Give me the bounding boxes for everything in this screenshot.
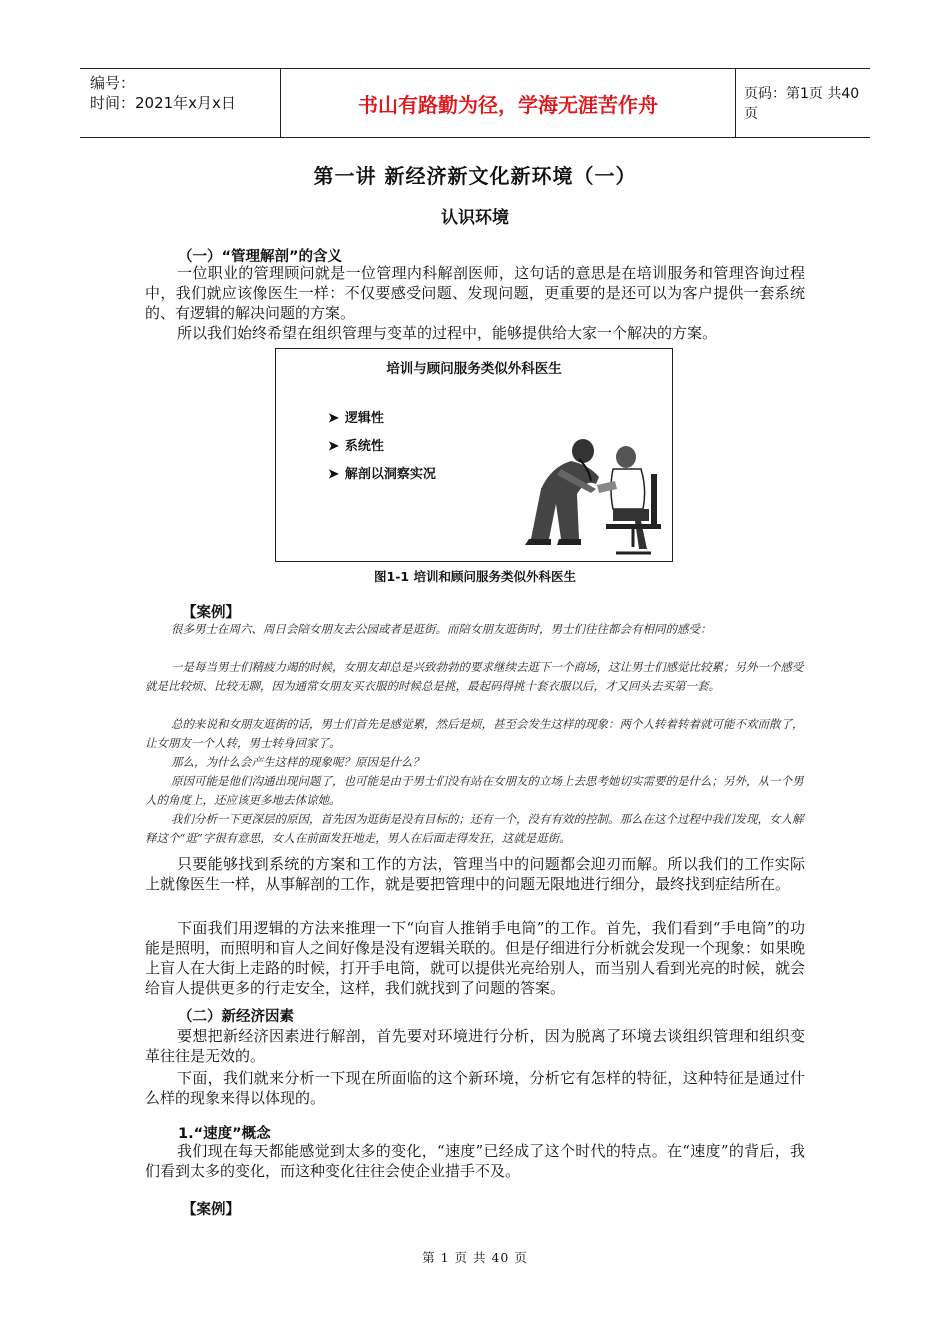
page-header <box>80 68 870 138</box>
paragraph: 我们现在每天都能感觉到太多的变化，“速度”已经成了这个时代的特点。在“速度”的背后，我们看到太多的变化，而这种变化往往会使企业措手不及。 <box>145 1142 805 1180</box>
header-left <box>90 73 236 113</box>
figure-bullet: ➤ 解剖以洞察实况 <box>328 467 436 482</box>
page-footer: 第 1 页 共 40 页 <box>422 1250 528 1265</box>
paragraph: 只要能够找到系统的方案和工作的方法，管理当中的问题都会迎刃而解。所以我们的工作实际上就像医生一样，从事解剖的工作，就是要把管理中的问题无限地进行细分，最终找到症结所在。 <box>145 855 805 893</box>
figure-box <box>275 348 673 562</box>
header-page-info: 页码：第1页 共40页 <box>744 86 860 122</box>
paragraph: 下面，我们就来分析一下现在所面临的这个新环境，分析它有怎样的特征，这种特征是通过什么样的现象来得以体现的。 <box>145 1069 805 1107</box>
case-paragraph: 一是每当男士们精疲力竭的时候，女朋友却总是兴致勃勃的要求继续去逛下一个商场，这让男士们感觉比较累；另外一个感受就是比较烦、比较无聊，因为通常女朋友买衣服的时候总是挑，最起码得挑十套衣服以后，才又回头去买第一套。 <box>145 660 804 693</box>
section-heading-1: （一）“管理解剖”的含义 <box>178 249 343 265</box>
section-heading-2: （二）新经济因素 <box>178 1009 294 1025</box>
case-label: 【案例】 <box>182 605 240 621</box>
arrow-icon: ➤ <box>328 411 339 426</box>
figure-title: 培训与顾问服务类似外科医生 <box>386 361 562 377</box>
arrow-icon: ➤ <box>328 467 339 482</box>
figure-bullet: ➤ 逻辑性 <box>328 411 384 426</box>
page-title: 第一讲 新经济新文化新环境（一） <box>313 164 637 188</box>
paragraph: 下面我们用逻辑的方法来推理一下“向盲人推销手电筒”的工作。首先，我们看到“手电筒”的功能是照明，而照明和盲人之间好像是没有逻辑关联的。但是仔细进行分析就会发现一个现象：如果晚上盲人在大街上走路的时候，打开手电筒，就可以提供光亮给别人，而当别人看到光亮的时候，就会给盲人提供更多的行走安全，这样，我们就找到了问题的答案。 <box>145 919 806 997</box>
header-motto: 书山有路勤为径，学海无涯苦作舟 <box>280 69 736 137</box>
arrow-icon: ➤ <box>328 439 339 454</box>
case-paragraph: 我们分析一下更深层的原因，首先因为逛街是没有目标的；还有一个，没有有效的控制。那么在这个过程中我们发现，女人解释这个“逛”字很有意思，女人在前面发狂地走，男人在后面走得发狂，这就是逛街。 <box>145 812 804 845</box>
paragraph: 一位职业的管理顾问就是一位管理内科解剖医师，这句话的意思是在培训服务和管理咨询过程中，我们就应该像医生一样：不仅要感受问题、发现问题，更重要的是还可以为客户提供一套系统的、有逻辑的解决问题的方案。 <box>145 264 805 322</box>
case-label: 【案例】 <box>182 1202 240 1218</box>
page-subtitle: 认识环境 <box>441 208 509 228</box>
figure-caption: 图1-1 培训和顾问服务类似外科医生 <box>374 569 576 584</box>
case-paragraph: 那么，为什么会产生这样的现象呢？原因是什么？ <box>171 755 424 769</box>
paragraph: 所以我们始终希望在组织管理与变革的过程中，能够提供给大家一个解决的方案。 <box>177 324 718 342</box>
doc-number-label: 编号： <box>90 74 136 92</box>
section-heading-3: 1.“速度”概念 <box>178 1126 271 1142</box>
case-paragraph: 很多男士在周六、周日会陪女朋友去公园或者是逛街。而陪女朋友逛街时，男士们往往都会有相同的感受： <box>171 622 712 636</box>
doctor-patient-illustration <box>501 429 671 559</box>
case-paragraph: 总的来说和女朋友逛街的话，男士们首先是感觉累，然后是烦，甚至会发生这样的现象：两个人转着转着就可能不欢而散了，让女朋友一个人转，男士转身回家了。 <box>145 717 804 750</box>
paragraph: 要想把新经济因素进行解剖，首先要对环境进行分析，因为脱离了环境去谈组织管理和组织变革往往是无效的。 <box>145 1027 805 1065</box>
figure-bullet: ➤ 系统性 <box>328 439 384 454</box>
case-paragraph: 原因可能是他们沟通出现问题了，也可能是由于男士们没有站在女朋友的立场上去思考她切实需要的是什么；另外，从一个男人的角度上，还应该更多地去体谅她。 <box>145 774 804 807</box>
doc-time-label: 时间：2021年x月x日 <box>90 94 236 112</box>
